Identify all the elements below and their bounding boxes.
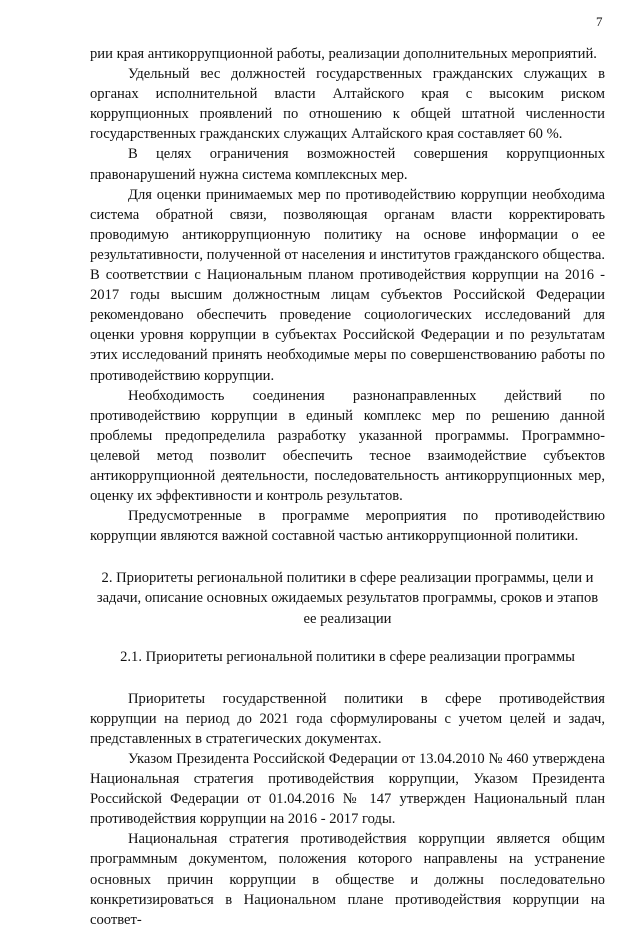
paragraph: Предусмотренные в программе мероприятия по противодействию коррупции являются важной составной частью антикоррупционной политики. [90, 508, 605, 545]
document-body [90, 44, 605, 930]
paragraph: Удельный вес должностей государственных гражданских служащих в органах исполнительной власти Алтайского края с высоким риском коррупционных проявлений по отношению к общей штатной численности государственных гражданских служащих Алтайского края составляет 60 %. [90, 66, 605, 143]
section-heading: 2. Приоритеты региональной политики в сфере реализации программы, цели и задачи, описание основных ожидаемых результатов программы, сроков и этапов ее реализации [96, 570, 599, 627]
page-number: 7 [596, 14, 603, 29]
paragraph: Национальная стратегия противодействия коррупции является общим программным документом, положения которого направлены на устранение основных причин коррупции в обществе и должны последовательно конкретизироваться в Национальном плане противодействия коррупции на соответ- [90, 831, 605, 928]
paragraph: Необходимость соединения разнонаправленных действий по противодействию коррупции в единый комплекс мер по решению данной проблемы предопределила разработку указанной программы. Программно-целевой метод позволит обеспечить тесное взаимодействие субъектов антикоррупционной деятельности, последовательность антикоррупционных мер, оценку их эффективности и контроль результатов. [90, 387, 605, 505]
paragraph: В целях ограничения возможностей совершения коррупционных правонарушений нужна система комплексных мер. [90, 146, 605, 183]
subsection-heading: 2.1. Приоритеты региональной политики в сфере реализации программы [120, 648, 575, 665]
paragraph: Приоритеты государственной политики в сфере противодействия коррупции на период до 2021 года сформулированы с учетом целей и задач, представленных в стратегических документах. [90, 690, 605, 747]
paragraph: Для оценки принимаемых мер по противодействию коррупции необходима система обратной связи, позволяющая органам власти корректировать проводимую антикоррупционную политику на основе информации о ее результативности, полученной от населения и институтов гражданского общества. В соответствии с Национальным планом противодействия коррупции на 2016 - 2017 годы высшим должностным лицам субъектов Российской Федерации рекомендовано обеспечить проведение социологических исследований для оценки уровня коррупции в субъектах Российской Федерации и по результатам этих исследований принять необходимые меры по совершенствованию работы по противодействию коррупции. [90, 186, 605, 384]
paragraph: рии края антикоррупционной работы, реализации дополнительных мероприятий. [90, 46, 597, 62]
paragraph: Указом Президента Российской Федерации от 13.04.2010 № 460 утверждена Национальная стратегия противодействия коррупции, Указом Президента Российской Федерации от 01.04.2016 № 147 утвержден Национальный план противодействия коррупции на 2016 - 2017 годы. [90, 751, 605, 828]
